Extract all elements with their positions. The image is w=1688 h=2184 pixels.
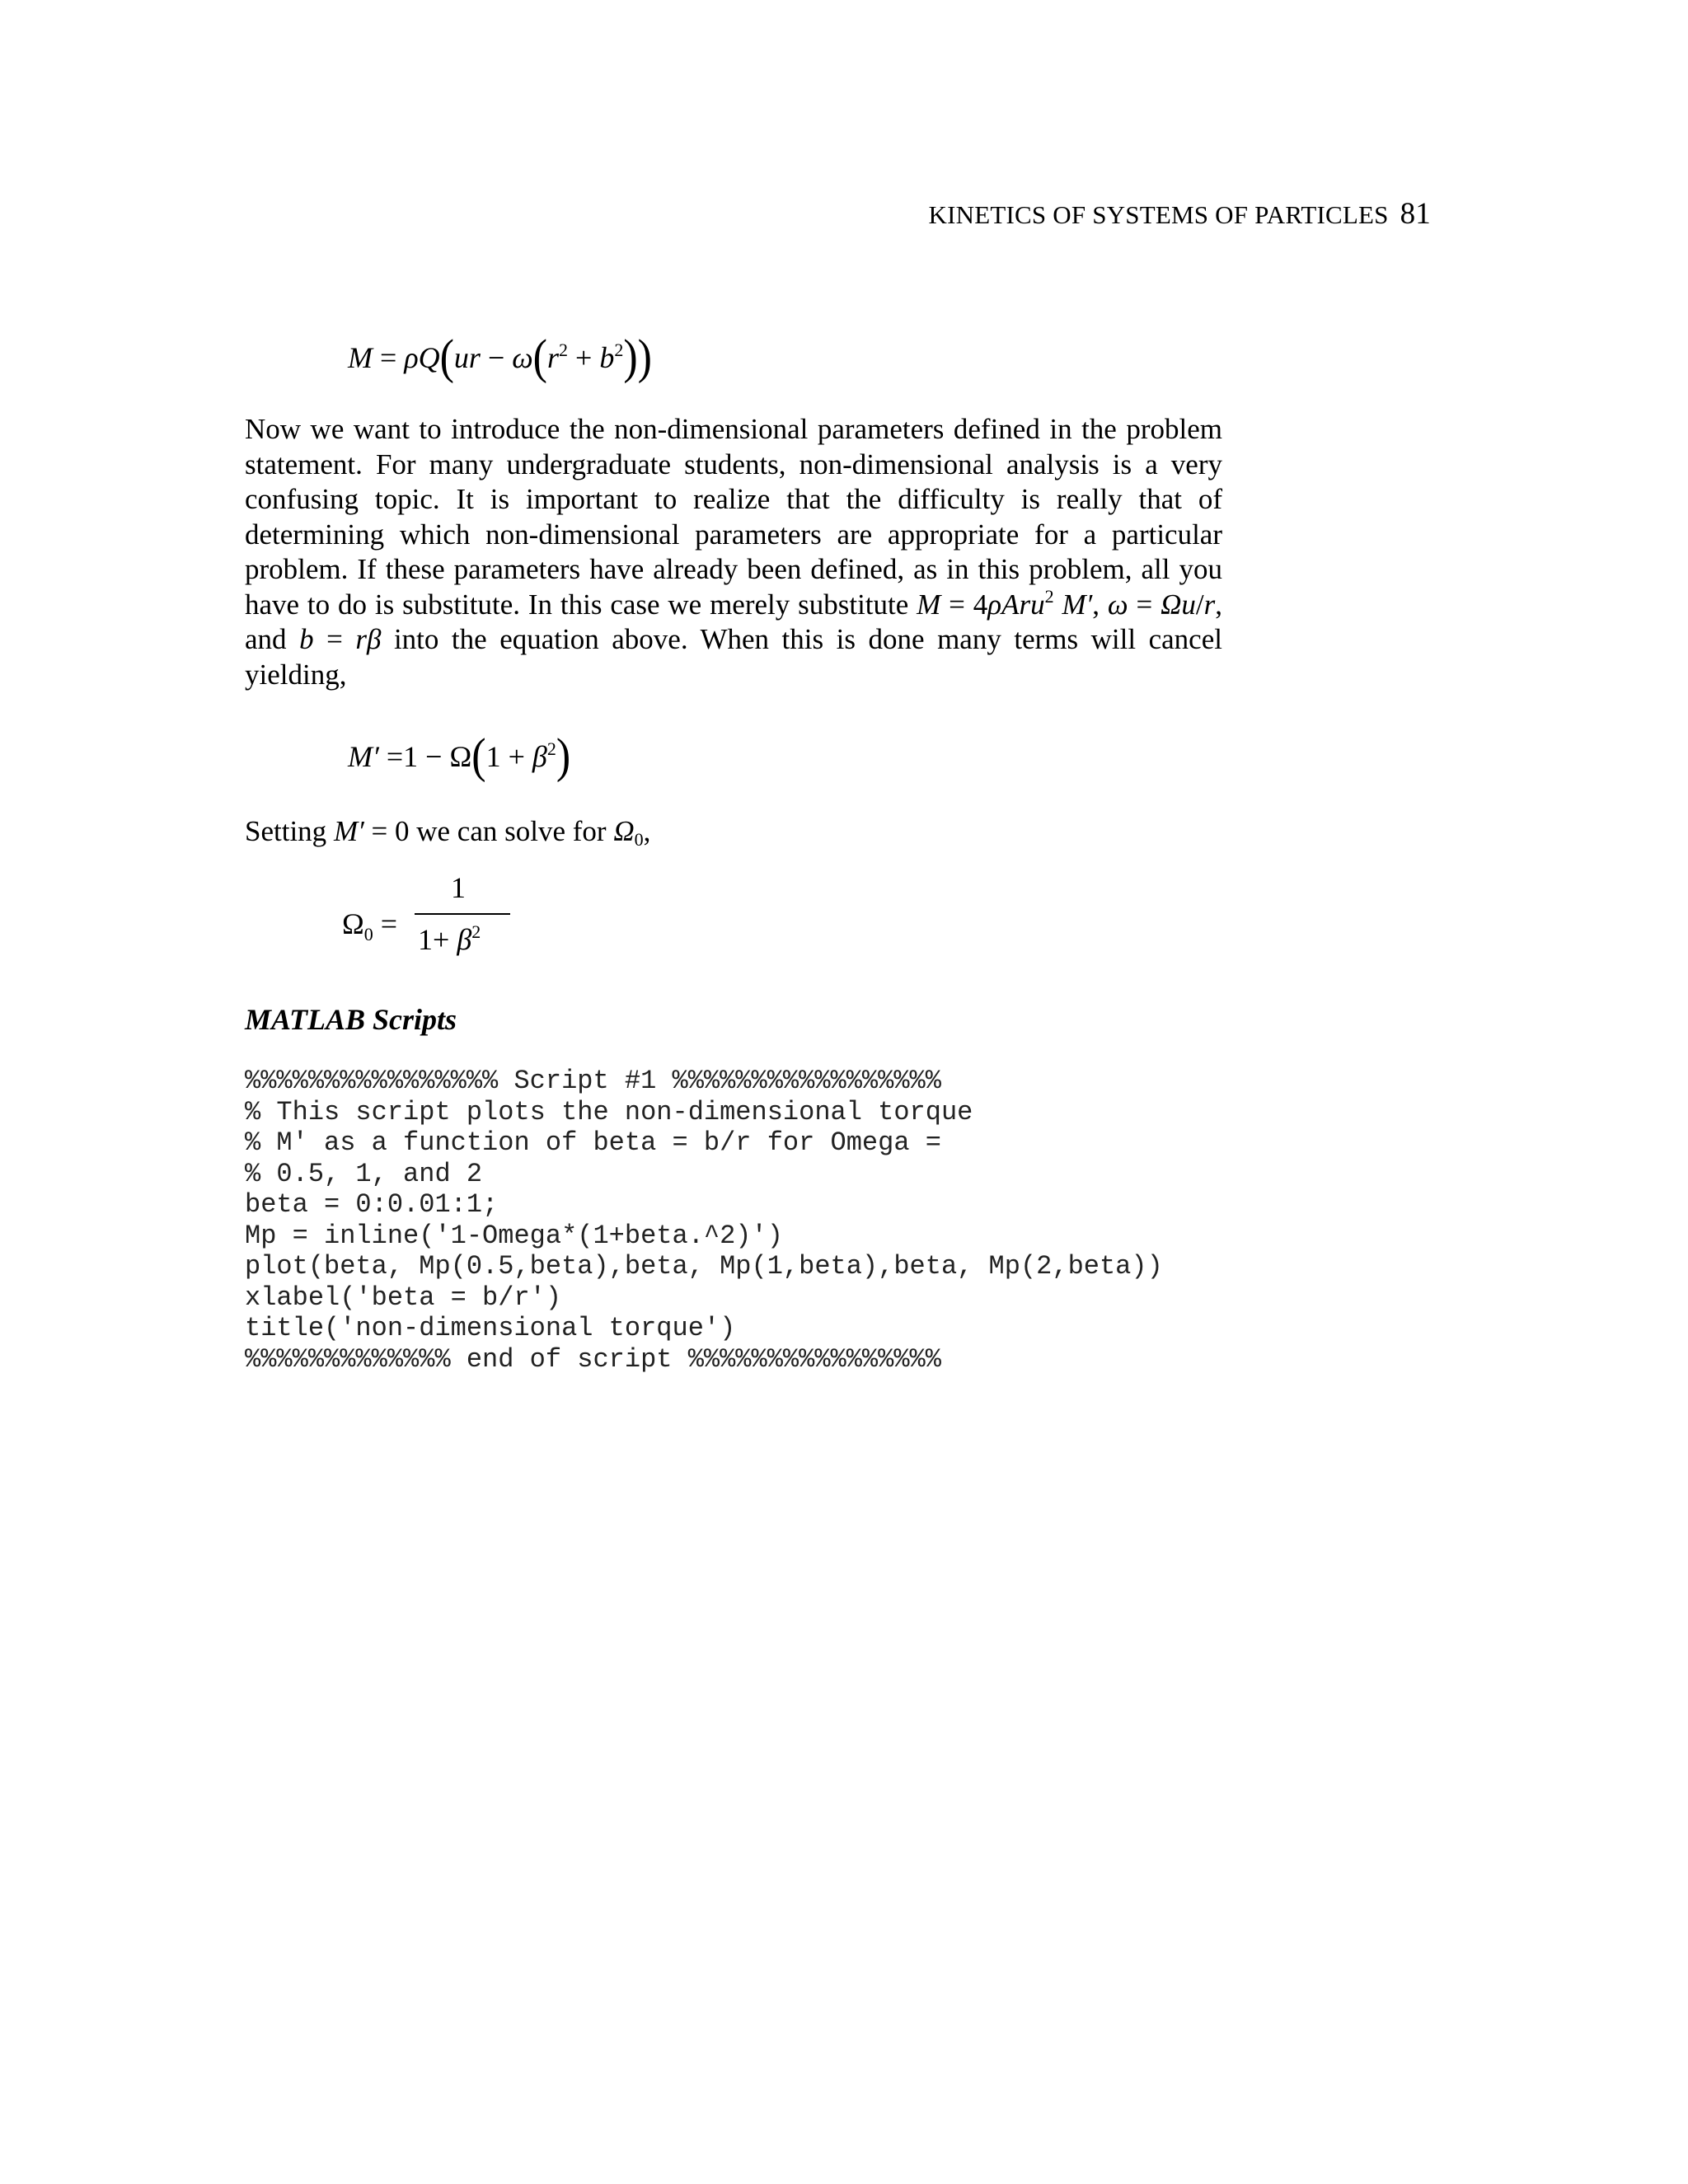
code-line: % M' as a function of beta = b/r for Omega =: [245, 1127, 941, 1158]
para1-r: r: [1203, 588, 1216, 621]
eq2-close-paren: ): [556, 729, 571, 784]
eq1-equals: =: [380, 341, 397, 374]
eq1-q: Q: [418, 341, 440, 374]
eq3-beta: β: [457, 923, 472, 956]
para1-m-prime: M′: [1062, 588, 1093, 621]
matlab-script: [245, 1066, 1163, 1375]
eq1-rho: ρ: [404, 341, 419, 374]
paragraph-setting: [245, 814, 1222, 850]
code-line: % This script plots the non-dimensional torque: [245, 1096, 973, 1127]
code-line: xlabel('beta = b/r'): [245, 1282, 562, 1313]
para1-exponent: 2: [1044, 585, 1054, 607]
eq1-open-paren-2: (: [532, 330, 547, 385]
eq3-exponent: 2: [471, 921, 481, 942]
para1-omega: ω: [1107, 588, 1128, 621]
equation-moment: [348, 330, 652, 385]
eq3-omega: Ω: [342, 907, 364, 940]
eq1-r: r: [547, 341, 560, 374]
eq2-rhs: =1 − Ω: [386, 740, 472, 773]
eq3-equals: =: [380, 907, 398, 940]
eq1-b: b: [599, 341, 615, 374]
eq1-plus: +: [575, 341, 593, 374]
para2-text-1: Setting: [245, 815, 334, 847]
para2-subscript: 0: [634, 829, 644, 850]
code-line: plot(beta, Mp(0.5,beta),beta, Mp(1,beta),beta, Mp(2,beta)): [245, 1251, 1163, 1282]
code-line: Mp = inline('1-Omega*(1+beta.^2)'): [245, 1220, 783, 1251]
chapter-title: KINETICS OF SYSTEMS OF PARTICLES: [928, 200, 1389, 229]
eq1-minus: −: [487, 341, 505, 374]
para1-text-3: [1054, 588, 1062, 621]
eq2-one-plus: 1 +: [485, 740, 532, 773]
eq2-beta: β: [532, 740, 547, 773]
eq1-open-paren: (: [439, 330, 454, 385]
code-line: beta = 0:0.01:1;: [245, 1189, 499, 1220]
para1-r-beta: rβ: [355, 623, 382, 655]
code-line: % 0.5, 1, and 2: [245, 1158, 483, 1189]
eq1-r-exponent: 2: [559, 340, 569, 360]
eq3-den-one: 1+: [418, 923, 457, 956]
eq2-lhs: M′: [348, 740, 379, 773]
equation-nondimensional-moment: [348, 729, 571, 784]
para1-text-6: /: [1195, 588, 1204, 621]
eq1-omega: ω: [512, 341, 533, 374]
para1-text-9: into the equation above. When this is done many terms will cancel yielding,: [245, 623, 1222, 691]
para1-text-2: = 4: [940, 588, 988, 621]
eq3-subscript: 0: [363, 924, 373, 944]
code-line: title('non-dimensional torque'): [245, 1313, 736, 1343]
para1-omega-u: Ωu: [1160, 588, 1196, 621]
eq3-numerator: 1: [451, 871, 466, 904]
code-line: %%%%%%%%%%%%%%%% Script #1 %%%%%%%%%%%%%%%%%: [245, 1066, 941, 1096]
para1-m: M: [917, 588, 941, 621]
para2-m-prime: M′: [333, 815, 364, 847]
para1-text-4: ,: [1092, 588, 1108, 621]
para2-text-2: = 0 we can solve for: [363, 815, 614, 847]
code-line: %%%%%%%%%%%%% end of script %%%%%%%%%%%%%%%%: [245, 1343, 941, 1375]
section-heading: MATLAB Scripts: [245, 1003, 457, 1036]
running-header: [929, 196, 1431, 232]
para1-text-5: =: [1128, 588, 1161, 621]
eq1-lhs: M: [348, 341, 373, 374]
eq3-denominator: [418, 921, 481, 957]
para1-text-7: , and: [245, 588, 1223, 655]
eq1-b-exponent: 2: [614, 340, 624, 360]
paragraph-nondimensional: [245, 412, 1222, 692]
eq3-lhs: [342, 907, 397, 945]
para2-omega: Ω: [613, 815, 635, 847]
eq2-open-paren: (: [471, 729, 486, 784]
fraction-bar: [415, 913, 510, 915]
para1-rho-aru: ρAru: [987, 588, 1045, 621]
page-number: 81: [1400, 197, 1431, 231]
eq1-close-paren: )): [623, 330, 652, 385]
para2-text-3: ,: [643, 815, 651, 847]
para1-text-1: Now we want to introduce the non-dimensional parameters defined in the problem statement. For many undergraduate students, non-dimensional analysis is a very confusing topic. It is important to realize that the difficulty is really that of determining which non-dimensional parameters are appropriate for a particular problem. If these parameters have already been defined, as in this problem, all you have to do is substitute. In this case we merely substitute: [245, 413, 1222, 621]
eq1-ur: ur: [453, 341, 481, 374]
para1-b: b: [299, 623, 314, 655]
para1-text-8: =: [313, 623, 356, 655]
eq2-exponent: 2: [546, 738, 556, 759]
